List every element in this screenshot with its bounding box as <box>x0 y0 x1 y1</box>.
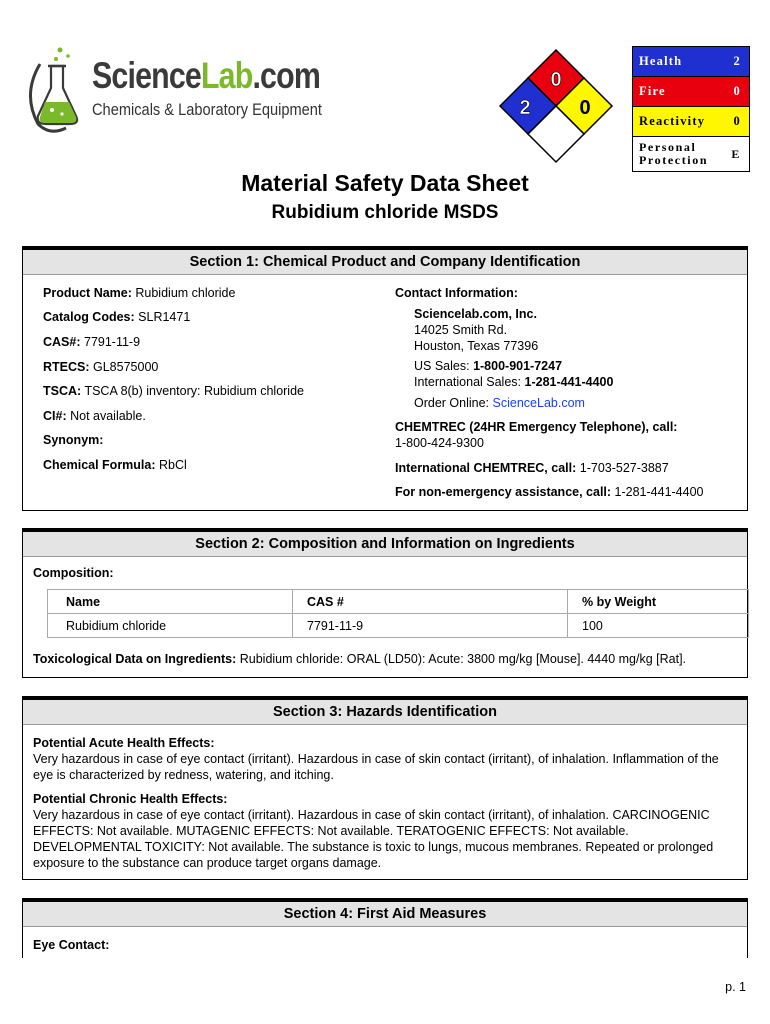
chemtrec-phone: 1-800-424-9300 <box>395 436 484 450</box>
chronic-effects-text-line: DEVELOPMENTAL TOXICITY: Not available. The substance is toxic to lungs, mucous membranes. Repeated or prolonged <box>33 840 714 854</box>
chronic-effects-text-line: exposure to the substance can produce target organs damage. <box>33 856 382 870</box>
nfpa-reactivity-value: 0 <box>579 97 591 119</box>
sciencelab-logo <box>18 44 322 144</box>
company-name: Sciencelab.com, Inc. <box>414 307 537 321</box>
hmis-protection-label: Personal Protection <box>639 140 709 167</box>
table-row <box>48 614 749 638</box>
nfpa-health-value: 2 <box>519 97 531 119</box>
chronic-effects-text-line: Very hazardous in case of eye contact (irritant). Hazardous in case of skin contact (irritant), of inhalation. CARCINOGENIC <box>33 808 710 822</box>
rtecs-line: RTECS: GL8575000 <box>43 360 159 374</box>
acute-effects-text-line: eye is characterized by redness, watering, and itching. <box>33 768 334 782</box>
section-1-heading: Section 1: Chemical Product and Company Identification <box>23 247 747 275</box>
nfpa-fire-value: 0 <box>550 69 562 91</box>
table-cell-name: Rubidium chloride <box>48 614 293 638</box>
tsca-line: TSCA: TSCA 8(b) inventory: Rubidium chloride <box>43 384 304 398</box>
eye-contact-label: Eye Contact: <box>33 938 110 952</box>
hmis-health-value: 2 <box>733 54 741 68</box>
table-header-row <box>48 590 749 614</box>
synonym-line: Synonym: <box>43 433 104 447</box>
acute-effects-block <box>33 735 719 783</box>
composition-table <box>47 589 749 638</box>
chronic-effects-block <box>33 791 713 871</box>
document-title: Material Safety Data Sheet <box>241 170 529 196</box>
catalog-codes-line: Catalog Codes: SLR1471 <box>43 310 191 324</box>
nonemergency-line: For non-emergency assistance, call: 1-281-441-4400 <box>395 485 704 499</box>
section-1-identification <box>22 246 748 511</box>
hmis-health-row <box>633 47 749 77</box>
ci-line: CI#: Not available. <box>43 409 146 423</box>
hmis-protection-value: E <box>731 146 741 161</box>
intl-sales-line: International Sales: 1-281-441-4400 <box>414 375 614 389</box>
acute-effects-label: Potential Acute Health Effects: <box>33 736 215 750</box>
section-3-hazards <box>22 696 748 880</box>
section-3-heading: Section 3: Hazards Identification <box>23 697 747 725</box>
hmis-fire-value: 0 <box>733 84 741 98</box>
toxicological-data: Toxicological Data on Ingredients: Rubidium chloride: ORAL (LD50): Acute: 3800 mg/kg [Mouse]. 4440 mg/kg [Rat]. <box>33 652 687 666</box>
nfpa-diamond <box>498 48 614 164</box>
chemtrec-label: CHEMTREC (24HR Emergency Telephone), call: <box>395 420 678 434</box>
chemical-formula-line: Chemical Formula: RbCl <box>43 458 187 472</box>
hmis-protection-row <box>633 137 749 171</box>
chronic-effects-label: Potential Chronic Health Effects: <box>33 792 228 806</box>
cas-line: CAS#: 7791-11-9 <box>43 335 141 349</box>
chronic-effects-text-line: EFFECTS: Not available. MUTAGENIC EFFECTS: Not available. TERATOGENIC EFFECTS: Not available. <box>33 824 629 838</box>
section-2-heading: Section 2: Composition and Information on Ingredients <box>23 529 747 557</box>
document-subtitle: Rubidium chloride MSDS <box>271 202 499 223</box>
hmis-health-label: Health <box>639 54 683 68</box>
company-street: 14025 Smith Rd. <box>414 323 508 337</box>
hmis-reactivity-value: 0 <box>733 114 741 128</box>
logo-wordmark: ScienceLab.com <box>92 55 320 96</box>
table-cell-cas: 7791-11-9 <box>293 614 568 638</box>
us-sales-line: US Sales: 1-800-901-7247 <box>414 359 563 373</box>
logo-tagline: Chemicals & Laboratory Equipment <box>92 100 322 119</box>
sciencelab-link[interactable]: ScienceLab.com <box>492 396 585 410</box>
acute-effects-text-line: Very hazardous in case of eye contact (irritant). Hazardous in case of skin contact (irritant), of inhalation. Inflammation of the <box>33 752 719 766</box>
hmis-fire-row <box>633 77 749 107</box>
hmis-reactivity-label: Reactivity <box>639 114 706 128</box>
contact-heading: Contact Information: <box>395 286 518 300</box>
table-cell-weight: 100 <box>568 614 749 638</box>
composition-label: Composition: <box>33 566 114 580</box>
flask-icon <box>18 44 98 144</box>
section-4-heading: Section 4: First Aid Measures <box>23 899 747 927</box>
table-header-weight: % by Weight <box>568 590 749 614</box>
section-2-composition <box>22 528 748 678</box>
intl-chemtrec-line: International CHEMTREC, call: 1-703-527-3887 <box>395 461 669 475</box>
page-number: p. 1 <box>725 980 746 994</box>
section-4-first-aid <box>22 898 748 958</box>
product-name-line: Product Name: Rubidium chloride <box>43 286 236 300</box>
hmis-reactivity-row <box>633 107 749 137</box>
company-city: Houston, Texas 77396 <box>414 339 539 353</box>
table-header-cas: CAS # <box>293 590 568 614</box>
hmis-rating-table <box>632 46 750 172</box>
hmis-fire-label: Fire <box>639 84 666 98</box>
table-header-name: Name <box>48 590 293 614</box>
order-online-line: Order Online: ScienceLab.com <box>414 396 585 410</box>
